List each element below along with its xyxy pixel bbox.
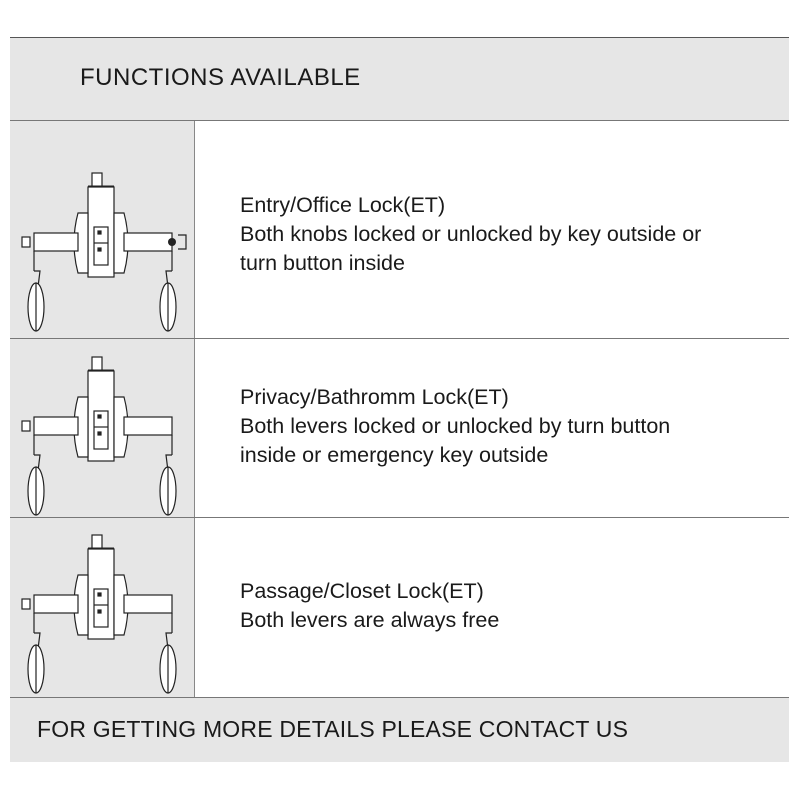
page-title: FUNCTIONS AVAILABLE [80,64,361,91]
function-description [240,383,670,470]
function-description [240,191,701,278]
function-row-privacy [10,339,789,518]
function-detail-line: Both levers locked or unlocked by turn button [240,414,671,438]
function-icon-cell [10,339,195,517]
lever-lock-privacy-icon [10,339,195,518]
function-name: Passage/Closet Lock(ET) [240,579,484,603]
lever-lock-passage-icon [10,518,195,698]
contact-footer [10,698,789,762]
functions-sheet [10,37,789,762]
function-row-passage [10,518,789,698]
function-name: Privacy/Bathromm Lock(ET) [240,385,509,409]
function-icon-cell [10,121,195,338]
function-detail-line: inside or emergency key outside [240,443,549,467]
function-name: Entry/Office Lock(ET) [240,193,446,217]
lever-lock-entry-icon [10,121,195,339]
header-bar [10,38,789,121]
function-icon-cell [10,518,195,697]
contact-note: FOR GETTING MORE DETAILS PLEASE CONTACT US [37,716,629,742]
function-detail-line: turn button inside [240,251,405,275]
function-description [240,577,499,635]
function-detail-line: Both levers are always free [240,608,500,632]
function-detail-line: Both knobs locked or unlocked by key outside or [240,222,702,246]
function-row-entry [10,121,789,339]
